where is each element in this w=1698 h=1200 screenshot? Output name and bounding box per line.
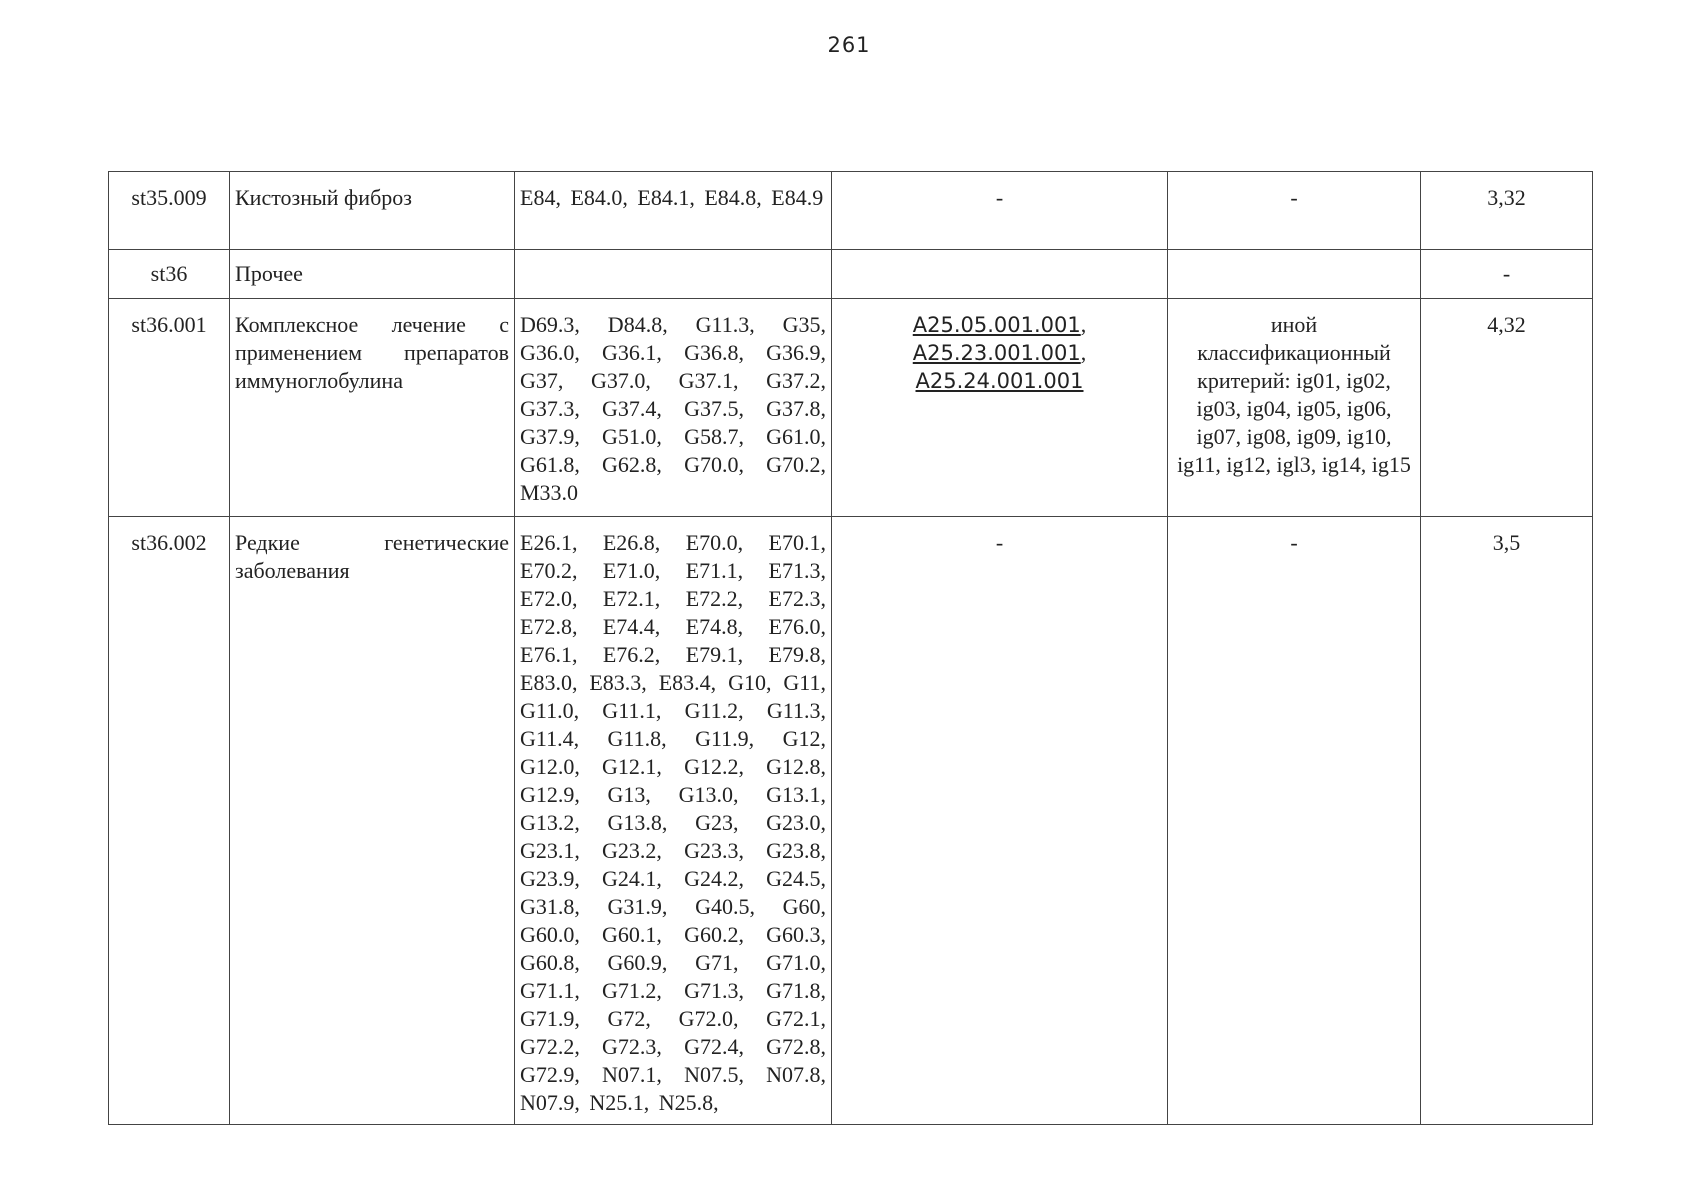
row-diagnoses: E84, E84.0, E84.1, E84.8, E84.9	[515, 172, 832, 250]
service-code-link[interactable]: A25.24.001.001	[915, 369, 1084, 393]
row-diagnoses	[515, 250, 832, 299]
row-other-criteria: -	[1168, 172, 1421, 250]
service-separator: ,	[1080, 312, 1087, 337]
row-name: Редкие генетические заболевания	[230, 517, 515, 1125]
row-other-criteria	[1168, 250, 1421, 299]
row-services: -	[832, 172, 1168, 250]
row-services	[832, 250, 1168, 299]
page-number: 261	[827, 33, 871, 57]
row-code: st36.001	[109, 299, 230, 517]
service-line	[837, 311, 1162, 339]
row-coefficient: -	[1421, 250, 1593, 299]
row-coefficient: 3,5	[1421, 517, 1593, 1125]
table-row	[109, 172, 1593, 250]
ksg-table	[108, 171, 1593, 1125]
row-services: -	[832, 517, 1168, 1125]
row-name: Кистозный фиброз	[230, 172, 515, 250]
row-name: Прочее	[230, 250, 515, 299]
service-line	[837, 339, 1162, 367]
service-line	[837, 367, 1162, 395]
service-code-link[interactable]: A25.05.001.001	[912, 313, 1081, 337]
row-diagnoses: E26.1, E26.8, E70.0, E70.1, E70.2, E71.0, E71.1, E71.3, E72.0, E72.1, E72.2, E72.3, E72.8, E74.4, E74.8, E76.0, E76.1, E76.2, E79.1, E79.8, E83.0, E83.3, E83.4, G10, G11, G11.0, G11.1, G11.2, G11.3, G11.4, G11.8, G11.9, G12, G12.0, G12.1, G12.2, G12.8, G12.9, G13, G13.0, G13.1, G13.2, G13.8, G23, G23.0, G23.1, G23.2, G23.3, G23.8, G23.9, G24.1, G24.2, G24.5, G31.8, G31.9, G40.5, G60, G60.0, G60.1, G60.2, G60.3, G60.8, G60.9, G71, G71.0, G71.1, G71.2, G71.3, G71.8, G71.9, G72, G72.0, G72.1, G72.2, G72.3, G72.4, G72.8, G72.9, N07.1, N07.5, N07.8, N07.9, N25.1, N25.8,	[515, 517, 832, 1125]
row-coefficient: 4,32	[1421, 299, 1593, 517]
row-diagnoses: D69.3, D84.8, G11.3, G35, G36.0, G36.1, G36.8, G36.9, G37, G37.0, G37.1, G37.2, G37.3, G37.4, G37.5, G37.8, G37.9, G51.0, G58.7, G61.0, G61.8, G62.8, G70.0, G70.2, M33.0	[515, 299, 832, 517]
row-services	[832, 299, 1168, 517]
row-other-criteria: -	[1168, 517, 1421, 1125]
table-row	[109, 517, 1593, 1125]
table-row	[109, 299, 1593, 517]
service-separator: ,	[1080, 340, 1087, 365]
service-code-link[interactable]: A25.23.001.001	[912, 341, 1081, 365]
row-code: st36	[109, 250, 230, 299]
row-other-criteria: иной классификационный критерий: ig01, ig02, ig03, ig04, ig05, ig06, ig07, ig08, ig09, ig10, ig11, ig12, igl3, ig14, ig15	[1168, 299, 1421, 517]
row-coefficient: 3,32	[1421, 172, 1593, 250]
row-code: st36.002	[109, 517, 230, 1125]
row-name: Комплексное лечение с применением препаратов иммуноглобулина	[230, 299, 515, 517]
row-code: st35.009	[109, 172, 230, 250]
table-row-section	[109, 250, 1593, 299]
